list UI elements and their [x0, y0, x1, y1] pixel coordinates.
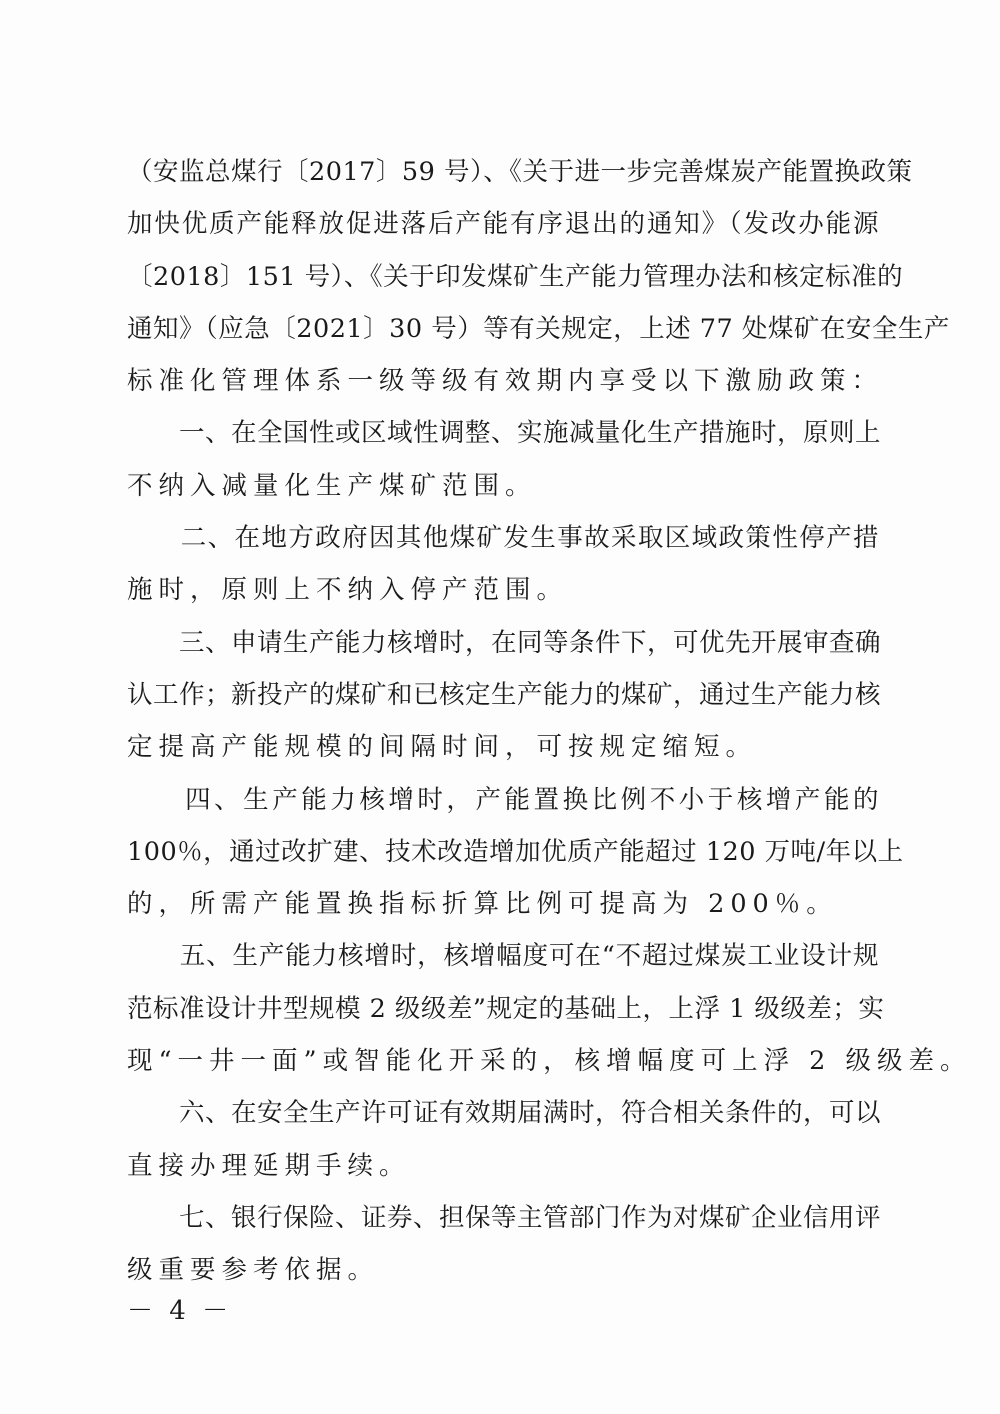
body-text	[127, 146, 972, 1297]
text-line: 三、申请生产能力核增时，在同等条件下，可优先开展审查确	[127, 627, 882, 658]
text-line: 六、在安全生产许可证有效期届满时，符合相关条件的，可以	[127, 1098, 882, 1129]
text-line: 一、在全国性或区域性调整、实施减量化生产措施时，原则上	[127, 418, 882, 449]
text-line: 施时，原则上不纳入停产范围。	[127, 575, 569, 606]
text-line: 二、在地方政府因其他煤矿发生事故采取区域政策性停产措	[127, 523, 879, 554]
text-line: 四、生产能力核增时，产能置换比例不小于核增产能的	[127, 784, 879, 815]
text-line: 五、生产能力核增时，核增幅度可在“不超过煤炭工业设计规	[127, 941, 879, 972]
text-line: 通知》（应急〔2021〕30 号）等有关规定，上述 77 处煤矿在安全生产	[127, 313, 950, 344]
text-line: 标准化管理体系一级等级有效期内享受以下激励政策：	[127, 366, 884, 397]
text-line: 级重要参考依据。	[127, 1255, 380, 1286]
text-line: 范标准设计井型规模 2 级级差”规定的基础上，上浮 1 级级差；实	[127, 993, 885, 1024]
text-line: 认工作；新投产的煤矿和已核定生产能力的煤矿，通过生产能力核	[127, 679, 882, 710]
page-number: － 4 －	[127, 1296, 233, 1326]
text-line: 定提高产能规模的间隔时间，可按规定缩短。	[127, 732, 758, 763]
text-line: （安监总煤行〔2017〕59 号）、《关于进一步完善煤炭产能置换政策	[127, 157, 913, 187]
text-line: 七、银行保险、证券、担保等主管部门作为对煤矿企业信用评	[127, 1202, 882, 1233]
text-line: 直接办理延期手续。	[127, 1150, 411, 1181]
text-line: 100％，通过改扩建、技术改造增加优质产能超过 120 万吨/年以上	[127, 836, 904, 867]
text-line: 的，所需产能置换指标折算比例可提高为 200％。	[127, 889, 838, 920]
text-line: 〔2018〕151 号）、《关于印发煤矿生产能力管理办法和核定标准的	[127, 261, 904, 292]
text-line: 不纳入减量化生产煤矿范围。	[127, 470, 537, 501]
text-line: 现“一井一面”或智能化开采的，核增幅度可上浮 2 级级差。	[127, 1046, 972, 1077]
text-line: 加快优质产能释放促进落后产能有序退出的通知》（发改办能源	[127, 209, 879, 240]
